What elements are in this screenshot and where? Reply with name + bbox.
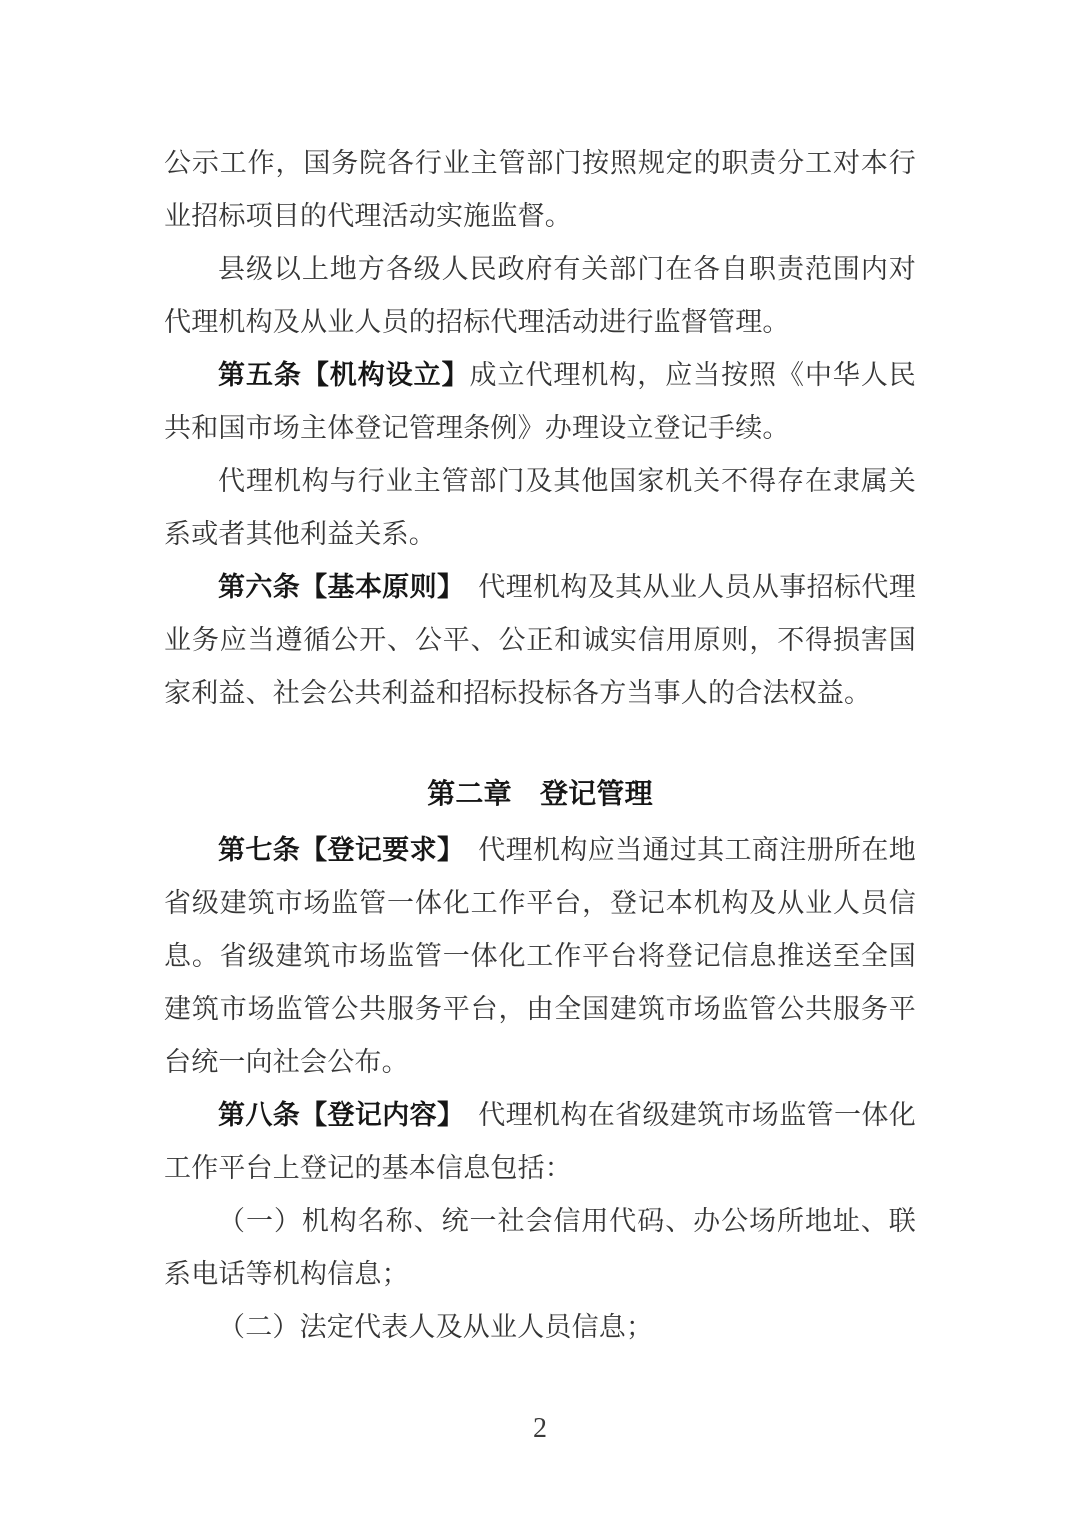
body-text: 成立代理机构，应当按照《中华人民共和国市场主体登记管理条例》办理设立登记手续。 xyxy=(164,360,916,443)
paragraph xyxy=(164,137,916,243)
document-body xyxy=(164,137,916,1354)
body-text: 代理机构应当通过其工商注册所在地省级建筑市场监管一体化工作平台，登记本机构及从业人员信息。省级建筑市场监管一体化工作平台将登记信息推送至全国建筑市场监管公共服务平台，由全国建筑市场监管公共服务平台统一向社会公布。 xyxy=(164,835,916,1077)
body-text: 公示工作，国务院各行业主管部门按照规定的职责分工对本行业招标项目的代理活动实施监督。 xyxy=(164,148,916,231)
paragraph xyxy=(164,455,916,561)
body-text: （二）法定代表人及从业人员信息； xyxy=(218,1312,654,1342)
article-heading-label: 第六条【基本原则】 xyxy=(218,572,451,602)
body-text: 代理机构与行业主管部门及其他国家机关不得存在隶属关系或者其他利益关系。 xyxy=(164,466,916,549)
page-number: 2 xyxy=(533,1413,547,1444)
body-text: （一）机构名称、统一社会信用代码、办公场所地址、联系电话等机构信息； xyxy=(164,1206,916,1289)
paragraph xyxy=(164,1089,916,1195)
article-heading-label: 第七条【登记要求】 xyxy=(218,835,451,865)
paragraph xyxy=(164,349,916,455)
article-heading-label: 第五条【机构设立】 xyxy=(218,360,470,390)
article-heading-label: 第八条【登记内容】 xyxy=(218,1100,451,1130)
paragraph xyxy=(164,1195,916,1301)
body-text: 县级以上地方各级人民政府有关部门在各自职责范围内对代理机构及从业人员的招标代理活动进行监督管理。 xyxy=(164,254,916,337)
paragraph xyxy=(164,1301,916,1354)
paragraph xyxy=(164,561,916,720)
paragraph xyxy=(164,824,916,1089)
body-text: 代理机构在省级建筑市场监管一体化工作平台上登记的基本信息包括： xyxy=(164,1100,916,1183)
body-text: 代理机构及其从业人员从事招标代理业务应当遵循公开、公平、公正和诚实信用原则，不得损害国家利益、社会公共利益和招标投标各方当事人的合法权益。 xyxy=(164,572,916,708)
chapter-heading: 第二章 登记管理 xyxy=(427,778,653,809)
paragraph xyxy=(164,243,916,349)
